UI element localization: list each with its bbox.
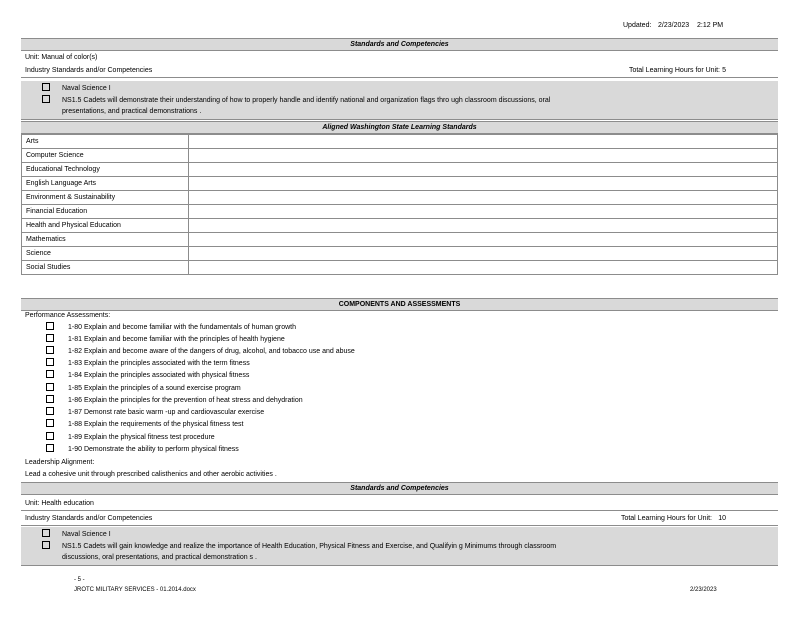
table-row: Health and Physical Education [22,219,778,233]
table-row: Financial Education [22,205,778,219]
competency-bullet-1c: presentations, and practical demonstrations . [62,108,202,115]
table-row: Science [22,247,778,261]
list-item: 1-87 Demonst rate basic warm -up and cardiovascular exercise [46,407,264,419]
industry-row-2 [21,512,778,526]
checkbox-icon [42,541,50,549]
list-item: 1-88 Explain the requirements of the physical fitness test [46,419,243,431]
checkbox-icon [46,432,54,440]
checkbox-icon [42,529,50,537]
table-row: Environment & Sustainability [22,191,778,205]
components-band: COMPONENTS AND ASSESSMENTS [21,298,778,311]
footer-page-number: - 5 - [74,577,85,583]
checkbox-icon [46,334,54,342]
total-label-2: Total Learning Hours for Unit: [620,515,712,522]
list-item: 1-89 Explain the physical fitness test procedure [46,432,215,444]
unit-row-2 [21,497,778,511]
checkbox-icon [46,419,54,427]
competency-bullet-1b: NS1.5 Cadets will demonstrate their understanding of how to properly handle and identify national and organization flags thro ugh classroom discussions, oral [42,95,550,106]
total-label-1: Total Learning Hours for Unit: [628,67,720,74]
table-row: Computer Science [22,149,778,163]
standards-band-2: Standards and Competencies [21,482,778,495]
updated-time: 2:12 PM [697,22,724,29]
total-value-1: 5 [722,67,726,74]
industry-label-1: Industry Standards and/or Competencies [25,67,153,74]
checkbox-icon [46,395,54,403]
checkbox-icon [46,444,54,452]
checkbox-icon [46,370,54,378]
list-item: 1-86 Explain the principles for the prevention of heat stress and dehydration [46,395,303,407]
list-item: 1-83 Explain the principles associated with the term fitness [46,358,250,370]
checkbox-icon [46,407,54,415]
table-row: Arts [22,135,778,149]
aligned-band: Aligned Washington State Learning Standards [21,121,778,134]
unit-line-1: Unit: Manual of color(s) [25,54,98,61]
checkbox-icon [42,83,50,91]
industry-row-1 [21,64,778,78]
table-row: Social Studies [22,261,778,275]
leadership-label: Leadership Alignment: [25,459,95,466]
industry-label-2: Industry Standards and/or Competencies [25,515,153,522]
list-item: 1-90 Demonstrate the ability to perform physical fitness [46,444,239,456]
list-item: 1-82 Explain and become aware of the dangers of drug, alcohol, and tobacco use and abuse [46,346,355,358]
list-item: 1-80 Explain and become familiar with the fundamentals of human growth [46,322,296,334]
leadership-text: Lead a cohesive unit through prescribed calisthenics and other aerobic activities . [25,471,277,478]
checkbox-icon [46,322,54,330]
aligned-standards-table [21,134,778,275]
competency-bullet-2c: discussions, oral presentations, and practical demonstration s . [62,554,257,561]
list-item: 1-84 Explain the principles associated with physical fitness [46,370,249,382]
checkbox-icon [42,95,50,103]
competency-bullet-2a: Naval Science I [42,529,111,540]
table-row: English Language Arts [22,177,778,191]
list-item: 1-81 Explain and become familiar with the principles of health hygiene [46,334,285,346]
table-row: Educational Technology [22,163,778,177]
checkbox-icon [46,358,54,366]
unit-line-2: Unit: Health education [25,500,94,507]
competency-bullet-1a: Naval Science I [42,83,111,94]
list-item: 1-85 Explain the principles of a sound exercise program [46,383,241,395]
unit-row-1 [21,51,778,64]
footer-date: 2/23/2023 [690,587,717,593]
performance-label: Performance Assessments: [25,312,111,319]
checkbox-icon [46,383,54,391]
updated-label: Updated: [623,22,652,29]
table-row: Mathematics [22,233,778,247]
standards-band-1: Standards and Competencies [21,38,778,51]
total-value-2: 10 [718,515,726,522]
competency-bullet-2b: NS1.5 Cadets will gain knowledge and realize the importance of Health Education, Physical Fitness and Exercise, and Qualifyin g Minimums through classroom [42,541,556,552]
footer-doc-name: JROTC MILITARY SERVICES - 01.2014.docx [74,587,196,593]
updated-date: 2/23/2023 [658,22,690,29]
checkbox-icon [46,346,54,354]
